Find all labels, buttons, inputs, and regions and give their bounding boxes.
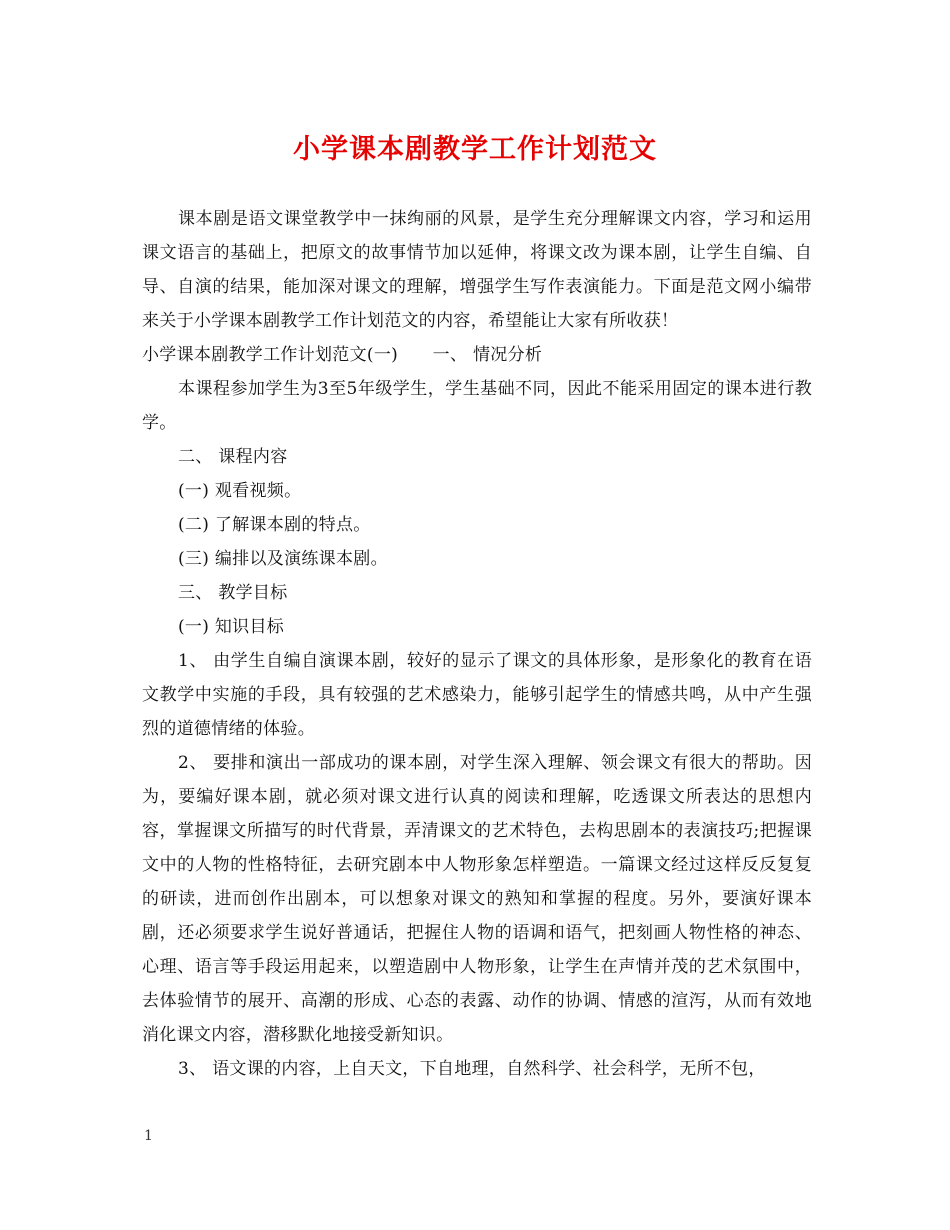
paragraph-goal-3: 3、 语文课的内容，上自天文，下自地理，自然科学、社会科学，无所不包， — [178, 1059, 766, 1079]
list-item-rehearse: (三) 编排以及演练课本剧。 — [178, 549, 388, 569]
paragraph-goal-2: 2、 要排和演出一部成功的课本剧，对学生深入理解、领会课文有很大的帮助。因为，要编好课本剧，就必须对课文进行认真的阅读和理解，吃透课文所表达的思想内容，掌握课文所描写的时代背景，弄清课文的艺术特色，去构思剧本的表演技巧;把握课文中的人物的性格特征，去研究剧本中人物形象怎样塑造。一篇课文经过这样反反复复的研读，进而创作出剧本，可以想象对课文的熟知和掌握的程度。另外，要演好课本剧，还必须要求学生说好普通话，把握住人物的语调和语气，把刻画人物性格的神态、心理、语言等手段运用起来，以塑造剧中人物形象，让学生在声情并茂的艺术氛围中，去体验情节的展开、高潮的形成、心态的表露、动作的协调、情感的渲泻，从而有效地消化课文内容，潜移默化地接受新知识。 — [142, 753, 812, 1045]
document-title: 小学课本剧教学工作计划范文 — [293, 134, 657, 165]
list-item-watch-video: (一) 观看视频。 — [178, 481, 302, 501]
section-heading-course-content: 二、 课程内容 — [178, 447, 288, 467]
paragraph-heading-line: 小学课本剧教学工作计划范文(一) 一、 情况分析 — [142, 345, 543, 365]
paragraph-goal-1: 1、 由学生自编自演课本剧，较好的显示了课文的具体形象，是形象化的教育在语文教学中实施的手段，具有较强的艺术感染力，能够引起学生的情感共鸣，从中产生强烈的道德情绪的体验。 — [142, 651, 812, 739]
document-body — [142, 202, 812, 1086]
paragraph-situation: 本课程参加学生为3至5年级学生，学生基础不同，因此不能采用固定的课本进行教学。 — [142, 379, 812, 433]
paragraph-intro: 课本剧是语文课堂教学中一抹绚丽的风景，是学生充分理解课文内容，学习和运用课文语言的基础上，把原文的故事情节加以延伸，将课文改为课本剧，让学生自编、自导、自演的结果，能加深对课文的理解，增强学生写作表演能力。下面是范文网小编带来关于小学课本剧教学工作计划范文的内容，希望能让大家有所收获！ — [142, 209, 812, 331]
subsection-heading-knowledge: (一) 知识目标 — [178, 617, 285, 637]
section-heading-goals: 三、 教学目标 — [178, 583, 288, 603]
page-number: 1 — [144, 1128, 153, 1144]
list-item-features: (二) 了解课本剧的特点。 — [178, 515, 371, 535]
